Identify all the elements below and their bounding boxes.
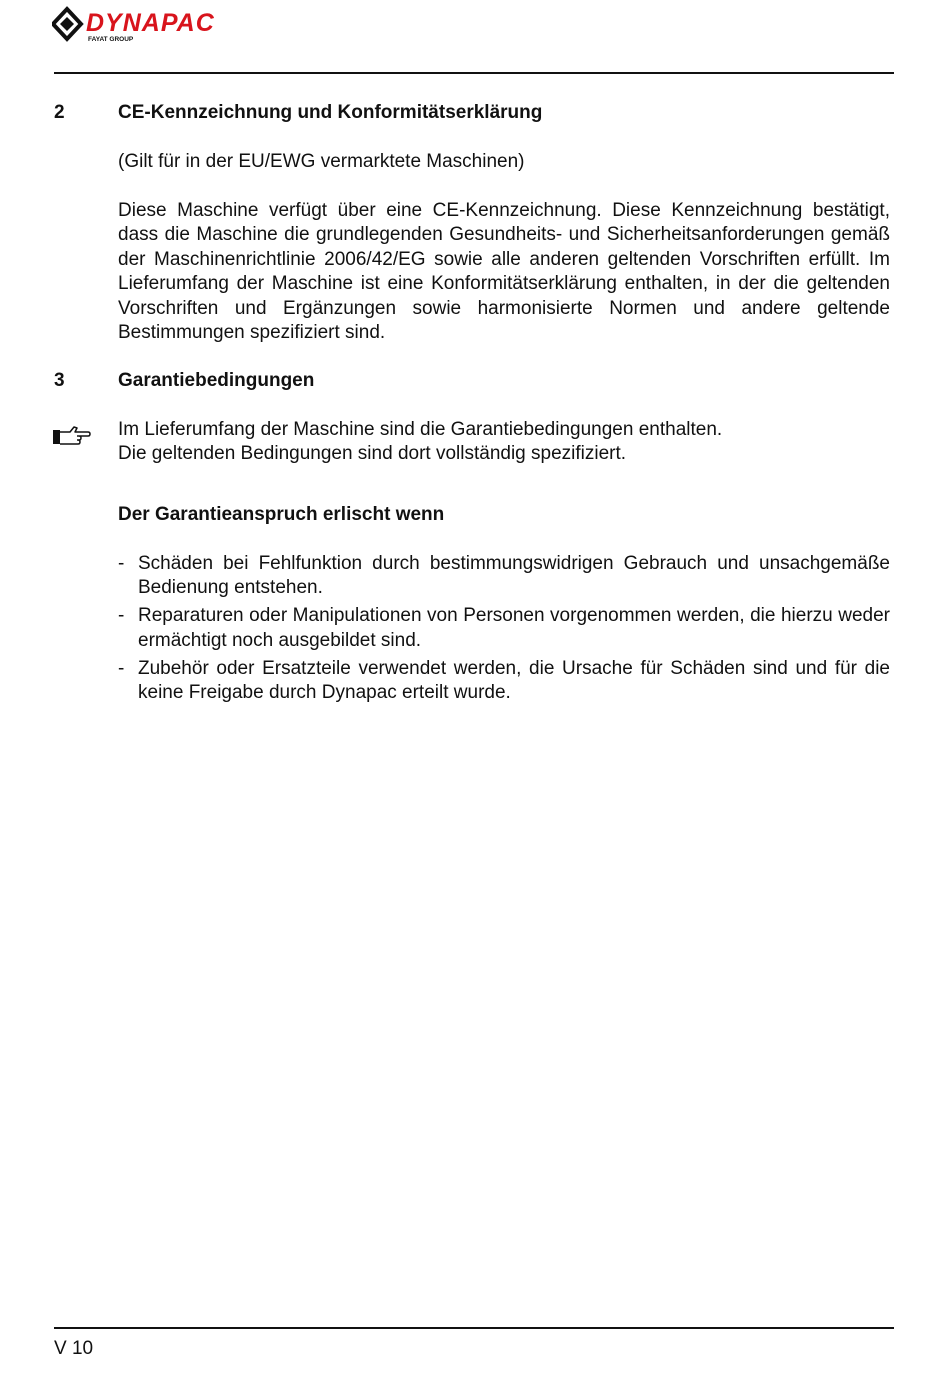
warranty-note <box>118 418 890 467</box>
footer-rule <box>54 1327 894 1329</box>
list-dash: - <box>118 657 125 679</box>
dynapac-logo <box>52 6 302 46</box>
list-dash: - <box>118 605 125 627</box>
list-item-text: Reparaturen oder Manipulationen von Personen vorgenommen werden, die hierzu weder ermächtigt noch ausgebildet sind. <box>138 605 890 651</box>
warranty-void-heading: Der Garantieanspruch erlischt wenn <box>118 504 445 525</box>
list-item <box>118 657 890 706</box>
section-2-body: Diese Maschine verfügt über eine CE-Kennzeichnung. Diese Kennzeichnung bestätigt, dass die Maschine die grundlegenden Gesundheits- und Sicherheitsanforderungen gemäß der Maschinenrichtlinie 2006/42/EG sowie alle anderen geltenden Vorschriften erfüllt. Im Lieferumfang der Maschine ist eine Konformitätserklärung enthalten, in der die geltenden Vorschriften und Ergänzungen sowie harmonisierte Normen und andere geltende Bestimmungen spezifiziert sind. <box>118 200 890 344</box>
warranty-note-line-2: Die geltenden Bedingungen sind dort vollständig spezifiziert. <box>118 443 627 465</box>
section-2-scope: (Gilt für in der EU/EWG vermarktete Maschinen) <box>118 151 525 172</box>
list-item-text: Zubehör oder Ersatzteile verwendet werden, die Ursache für Schäden sind und für die keine Freigabe durch Dynapac erteilt wurde. <box>138 657 890 704</box>
list-item <box>118 604 890 653</box>
header-rule <box>54 72 894 74</box>
page-number: V 10 <box>54 1338 94 1359</box>
list-dash: - <box>118 553 125 574</box>
section-2-number: 2 <box>54 102 65 123</box>
logo-wordmark: DYNAPAC <box>86 9 215 37</box>
list-item-text: Schäden bei Fehlfunktion durch bestimmungswidrigen Gebrauch und unsachgemäße Bedienung entstehen. <box>138 553 890 599</box>
warranty-void-list <box>118 552 890 709</box>
warranty-note-line-1: Im Lieferumfang der Maschine sind die Garantiebedingungen enthalten. <box>118 419 723 440</box>
list-item <box>118 552 890 601</box>
pointing-hand-icon <box>52 424 92 446</box>
section-3-title: Garantiebedingungen <box>118 370 315 391</box>
diamond-logo-mark <box>53 9 81 39</box>
section-2-title: CE-Kennzeichnung und Konformitätserklärung <box>118 102 543 123</box>
logo-tagline: FAYAT GROUP <box>88 36 134 43</box>
section-3-number: 3 <box>54 370 65 391</box>
